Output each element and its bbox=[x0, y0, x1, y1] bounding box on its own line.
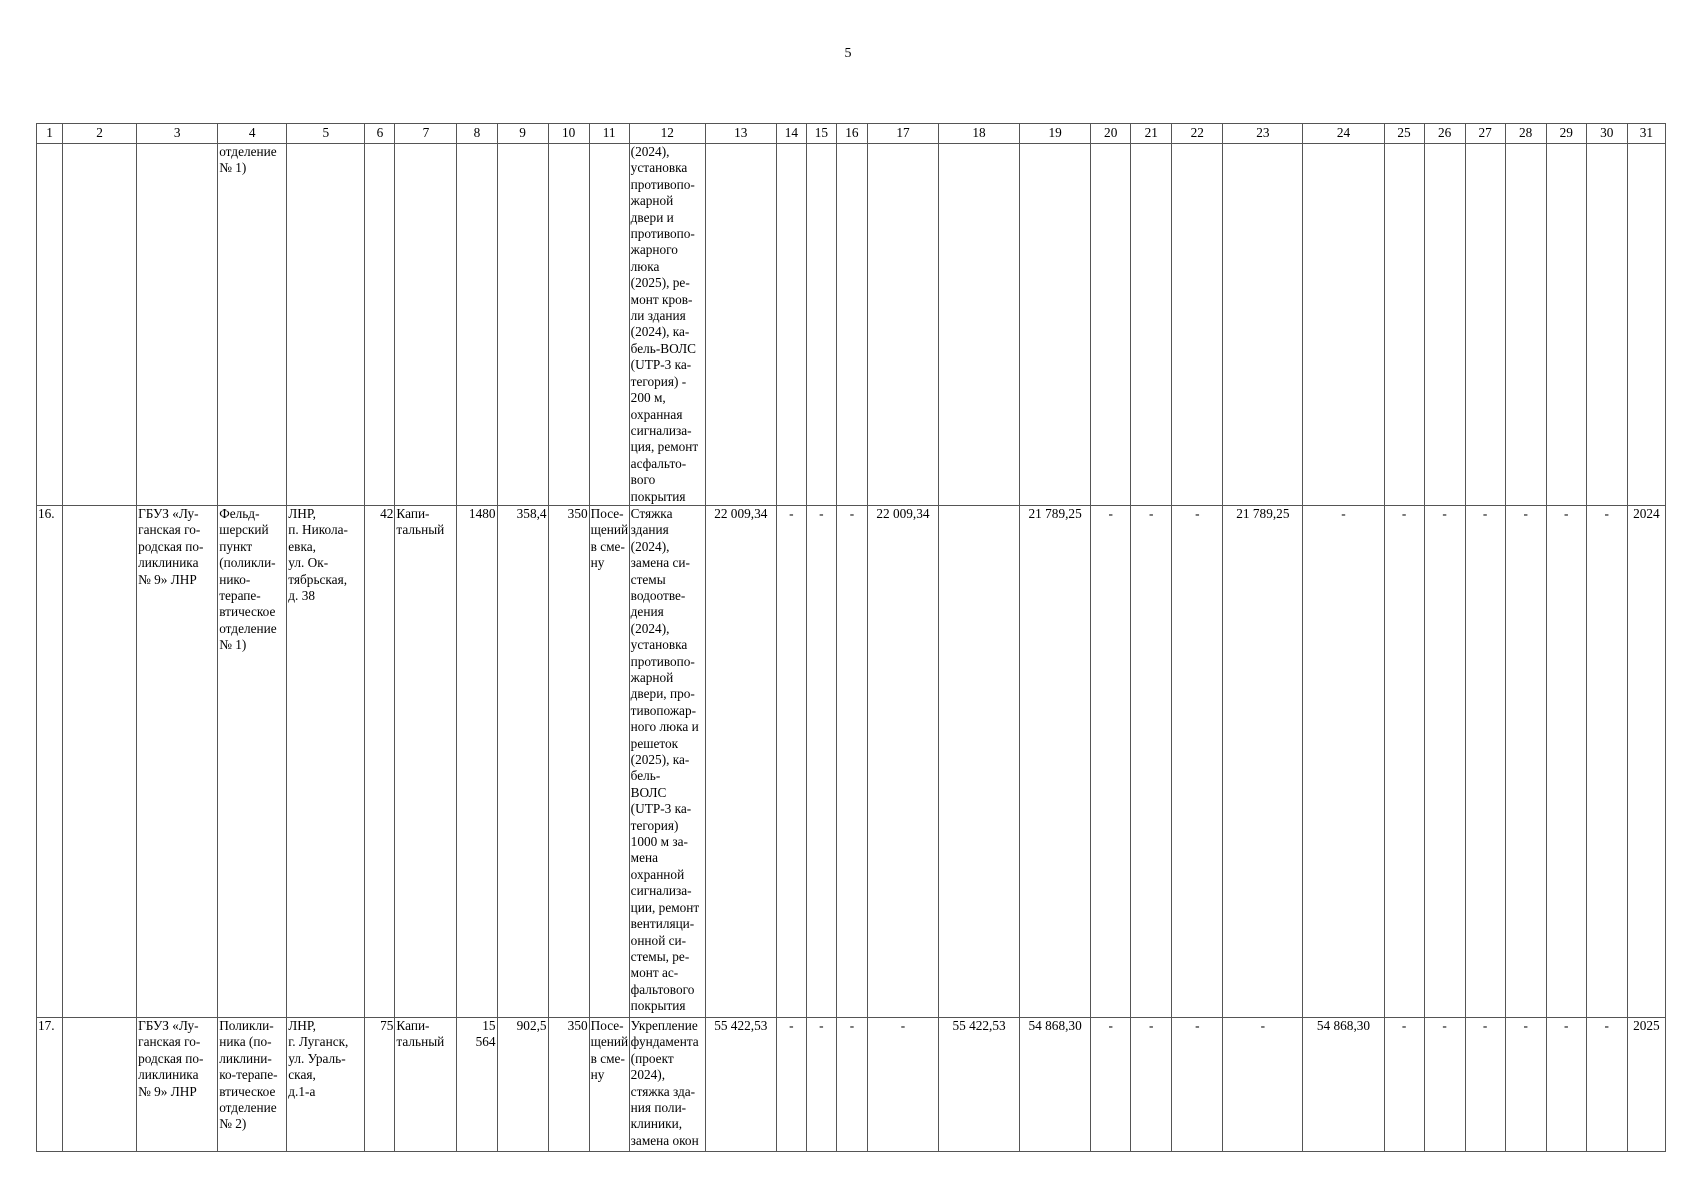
column-header-2: 2 bbox=[63, 124, 137, 144]
cell-col-20 bbox=[1091, 144, 1131, 506]
column-header-21: 21 bbox=[1131, 124, 1172, 144]
cell-col-19: 21 789,25 bbox=[1020, 505, 1091, 1017]
cell-col-6: 42 bbox=[365, 505, 395, 1017]
table-row bbox=[37, 144, 1666, 506]
cell-col-27: - bbox=[1465, 505, 1505, 1017]
cell-col-16: - bbox=[836, 1017, 867, 1151]
cell-col-4: Фельд- шерский пункт (поликли- нико- терапе- втическое отделение № 1) bbox=[218, 505, 287, 1017]
column-header-18: 18 bbox=[939, 124, 1020, 144]
cell-col-30 bbox=[1586, 144, 1627, 506]
cell-col-24: - bbox=[1303, 505, 1384, 1017]
cell-col-14 bbox=[776, 144, 806, 506]
cell-col-11: Посе- щений в сме- ну bbox=[589, 505, 629, 1017]
column-header-4: 4 bbox=[218, 124, 287, 144]
column-header-23: 23 bbox=[1223, 124, 1303, 144]
cell-col-2 bbox=[63, 1017, 137, 1151]
cell-col-14: - bbox=[776, 1017, 806, 1151]
cell-col-15 bbox=[806, 144, 836, 506]
cell-col-17: 22 009,34 bbox=[867, 505, 938, 1017]
column-header-13: 13 bbox=[705, 124, 776, 144]
column-header-17: 17 bbox=[867, 124, 938, 144]
cell-col-28: - bbox=[1505, 1017, 1546, 1151]
cell-col-23: - bbox=[1223, 1017, 1303, 1151]
cell-col-29: - bbox=[1546, 1017, 1586, 1151]
cell-col-8 bbox=[457, 144, 497, 506]
cell-col-3: ГБУЗ «Лу- ганская го- родская по- ликлиника № 9» ЛНР bbox=[137, 1017, 218, 1151]
cell-col-1: 17. bbox=[37, 1017, 63, 1151]
cell-col-9: 358,4 bbox=[497, 505, 548, 1017]
cell-col-7: Капи- тальный bbox=[395, 505, 457, 1017]
table-row bbox=[37, 505, 1666, 1017]
data-table bbox=[36, 123, 1666, 1152]
cell-col-16 bbox=[836, 144, 867, 506]
column-header-14: 14 bbox=[776, 124, 806, 144]
column-header-10: 10 bbox=[548, 124, 589, 144]
cell-col-24 bbox=[1303, 144, 1384, 506]
column-header-22: 22 bbox=[1172, 124, 1223, 144]
cell-col-15: - bbox=[806, 1017, 836, 1151]
table-row bbox=[37, 1017, 1666, 1151]
cell-col-31 bbox=[1627, 144, 1665, 506]
page-number: 5 bbox=[844, 46, 852, 61]
cell-col-29: - bbox=[1546, 505, 1586, 1017]
cell-col-1: 16. bbox=[37, 505, 63, 1017]
cell-col-12: Укрепление фундамента (проект 2024), стяжка зда- ния поли- клиники, замена окон bbox=[629, 1017, 705, 1151]
column-header-31: 31 bbox=[1627, 124, 1665, 144]
cell-col-15: - bbox=[806, 505, 836, 1017]
cell-col-10: 350 bbox=[548, 505, 589, 1017]
column-header-11: 11 bbox=[589, 124, 629, 144]
cell-col-8: 15 564 bbox=[457, 1017, 497, 1151]
column-header-15: 15 bbox=[806, 124, 836, 144]
column-header-7: 7 bbox=[395, 124, 457, 144]
cell-col-7 bbox=[395, 144, 457, 506]
cell-col-11: Посе- щений в сме- ну bbox=[589, 1017, 629, 1151]
cell-col-13: 22 009,34 bbox=[705, 505, 776, 1017]
cell-col-29 bbox=[1546, 144, 1586, 506]
column-header-5: 5 bbox=[287, 124, 365, 144]
cell-col-31: 2024 bbox=[1627, 505, 1665, 1017]
cell-col-28: - bbox=[1505, 505, 1546, 1017]
cell-col-23 bbox=[1223, 144, 1303, 506]
cell-col-22: - bbox=[1172, 505, 1223, 1017]
cell-col-10 bbox=[548, 144, 589, 506]
column-header-16: 16 bbox=[836, 124, 867, 144]
cell-col-26 bbox=[1424, 144, 1465, 506]
cell-col-16: - bbox=[836, 505, 867, 1017]
cell-col-17 bbox=[867, 144, 938, 506]
cell-col-30: - bbox=[1586, 1017, 1627, 1151]
cell-col-21 bbox=[1131, 144, 1172, 506]
column-header-25: 25 bbox=[1384, 124, 1424, 144]
cell-col-4: отделение № 1) bbox=[218, 144, 287, 506]
cell-col-20: - bbox=[1091, 1017, 1131, 1151]
cell-col-17: - bbox=[867, 1017, 938, 1151]
cell-col-2 bbox=[63, 505, 137, 1017]
cell-col-6: 75 bbox=[365, 1017, 395, 1151]
cell-col-7: Капи- тальный bbox=[395, 1017, 457, 1151]
column-header-6: 6 bbox=[365, 124, 395, 144]
cell-col-26: - bbox=[1424, 1017, 1465, 1151]
cell-col-20: - bbox=[1091, 505, 1131, 1017]
cell-col-31: 2025 bbox=[1627, 1017, 1665, 1151]
cell-col-3 bbox=[137, 144, 218, 506]
cell-col-25: - bbox=[1384, 505, 1424, 1017]
cell-col-27: - bbox=[1465, 1017, 1505, 1151]
cell-col-11 bbox=[589, 144, 629, 506]
cell-col-19: 54 868,30 bbox=[1020, 1017, 1091, 1151]
cell-col-28 bbox=[1505, 144, 1546, 506]
cell-col-27 bbox=[1465, 144, 1505, 506]
cell-col-30: - bbox=[1586, 505, 1627, 1017]
cell-col-25 bbox=[1384, 144, 1424, 506]
cell-col-21: - bbox=[1131, 1017, 1172, 1151]
cell-col-12: Стяжка здания (2024), замена си- стемы водоотве- дения (2024), установка противопо- жарной двери, про- тивопожар- ного люка и решеток (2025), ка- бель- ВОЛС (UTP-3 ка- тегория) 1000 м за- мена охранной сигнализа- ции, ремонт вентиляци- онной си- стемы, ре- монт ас- фальтового покрытия bbox=[629, 505, 705, 1017]
cell-col-18 bbox=[939, 144, 1020, 506]
cell-col-1 bbox=[37, 144, 63, 506]
cell-col-5: ЛНР, п. Никола- евка, ул. Ок- тябрьская, д. 38 bbox=[287, 505, 365, 1017]
cell-col-14: - bbox=[776, 505, 806, 1017]
cell-col-25: - bbox=[1384, 1017, 1424, 1151]
cell-col-19 bbox=[1020, 144, 1091, 506]
column-header-26: 26 bbox=[1424, 124, 1465, 144]
column-header-19: 19 bbox=[1020, 124, 1091, 144]
column-header-9: 9 bbox=[497, 124, 548, 144]
cell-col-10: 350 bbox=[548, 1017, 589, 1151]
cell-col-22: - bbox=[1172, 1017, 1223, 1151]
column-header-24: 24 bbox=[1303, 124, 1384, 144]
cell-col-21: - bbox=[1131, 505, 1172, 1017]
column-header-20: 20 bbox=[1091, 124, 1131, 144]
cell-col-18 bbox=[939, 505, 1020, 1017]
cell-col-26: - bbox=[1424, 505, 1465, 1017]
column-header-28: 28 bbox=[1505, 124, 1546, 144]
column-header-29: 29 bbox=[1546, 124, 1586, 144]
cell-col-2 bbox=[63, 144, 137, 506]
column-header-3: 3 bbox=[137, 124, 218, 144]
cell-col-18: 55 422,53 bbox=[939, 1017, 1020, 1151]
column-header-12: 12 bbox=[629, 124, 705, 144]
cell-col-8: 1480 bbox=[457, 505, 497, 1017]
cell-col-22 bbox=[1172, 144, 1223, 506]
column-header-1: 1 bbox=[37, 124, 63, 144]
cell-col-9: 902,5 bbox=[497, 1017, 548, 1151]
cell-col-4: Поликли- ника (по- ликлини- ко-терапе- втическое отделение № 2) bbox=[218, 1017, 287, 1151]
cell-col-6 bbox=[365, 144, 395, 506]
cell-col-5 bbox=[287, 144, 365, 506]
column-header-8: 8 bbox=[457, 124, 497, 144]
header-row bbox=[37, 124, 1666, 144]
cell-col-9 bbox=[497, 144, 548, 506]
cell-col-12: (2024), установка противопо- жарной двери и противопо- жарного люка (2025), ре- монт кров- ли здания (2024), ка- бель-ВОЛС (UTP-3 ка- тегория) - 200 м, охранная сигнализа- ция, ремонт асфальто- вого покрытия bbox=[629, 144, 705, 506]
cell-col-13: 55 422,53 bbox=[705, 1017, 776, 1151]
cell-col-24: 54 868,30 bbox=[1303, 1017, 1384, 1151]
cell-col-13 bbox=[705, 144, 776, 506]
cell-col-3: ГБУЗ «Лу- ганская го- родская по- ликлиника № 9» ЛНР bbox=[137, 505, 218, 1017]
column-header-27: 27 bbox=[1465, 124, 1505, 144]
cell-col-23: 21 789,25 bbox=[1223, 505, 1303, 1017]
column-header-30: 30 bbox=[1586, 124, 1627, 144]
cell-col-5: ЛНР, г. Луганск, ул. Ураль- ская, д.1-а bbox=[287, 1017, 365, 1151]
